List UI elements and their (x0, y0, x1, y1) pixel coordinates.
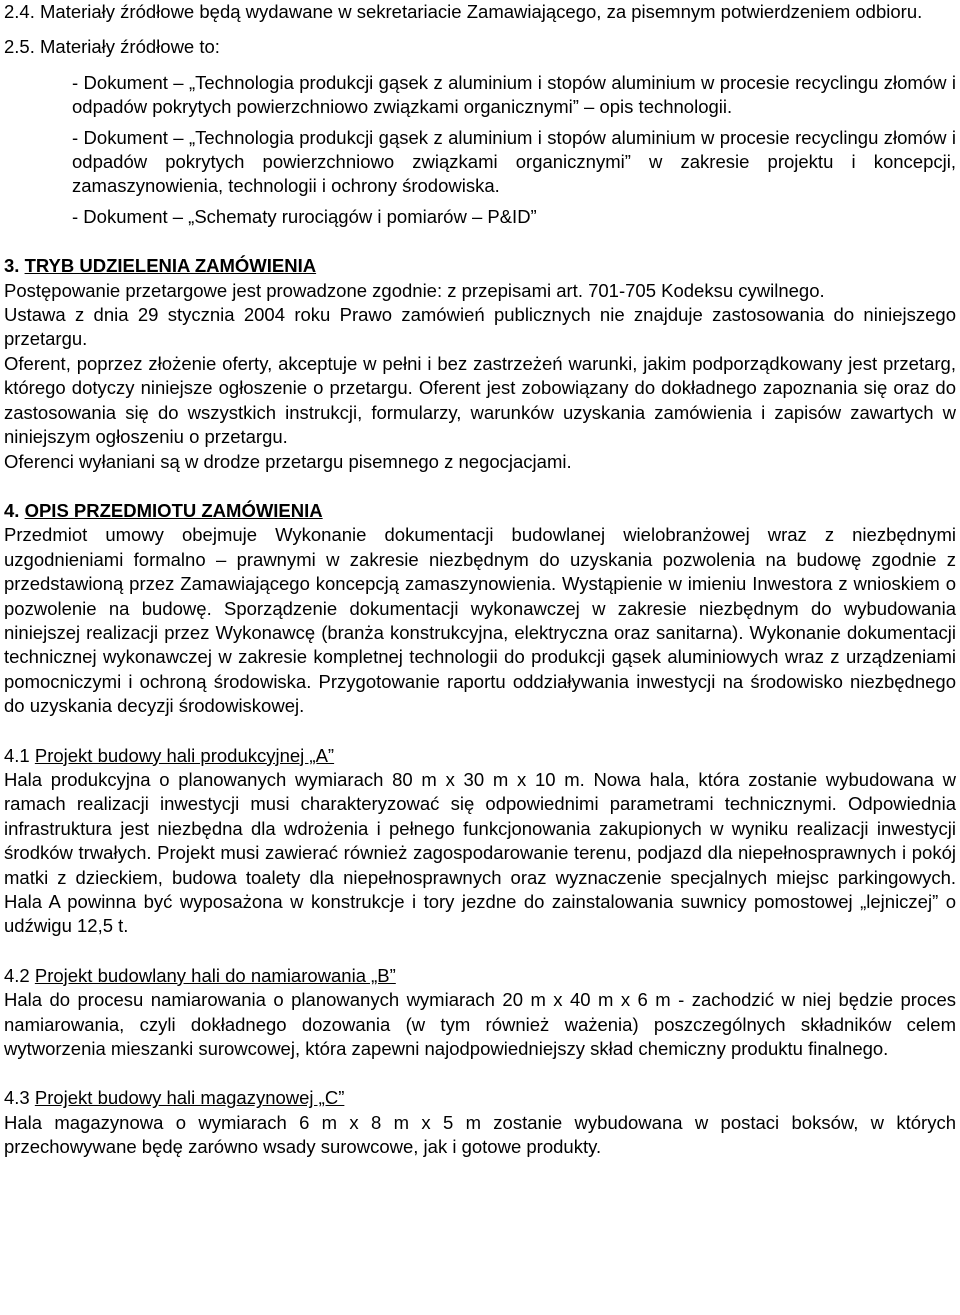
subsection-4-3-number: 4.3 (4, 1087, 30, 1109)
section-4-heading (4, 499, 956, 523)
subsection-4-2-body: Hala do procesu namiarowania o planowanych wymiarach 20 m x 40 m x 6 m - zachodzić w niej będzie proces namiarowania, czyli dokładnego dozowania (w tym również ważenia) poszczególnych składników celem wytworzenia mieszanki surowcowej, która zapewni najodpowiedniejszy skład chemiczny produktu finalnego. (4, 989, 956, 1060)
section-4-number: 4. (4, 499, 20, 521)
subsection-4-1-heading (4, 744, 956, 768)
paragraph-2-5: 2.5. Materiały źródłowe to: (4, 36, 220, 58)
section-4-title: OPIS PRZEDMIOTU ZAMÓWIENIA (24, 499, 323, 521)
section-3-heading (4, 254, 956, 278)
source-document-item-1: - Dokument – „Technologia produkcji gąsek z aluminium i stopów aluminium w procesie recyclingu złomów i odpadów pokrytych powierzchniowo związkami organicznymi” – opis technologii. (72, 71, 956, 118)
subsection-4-2-number: 4.2 (4, 964, 30, 986)
section-3-title: TRYB UDZIELENIA ZAMÓWIENIA (24, 255, 317, 277)
section-3-paragraph-2: Ustawa z dnia 29 stycznia 2004 roku Prawo zamówień publicznych nie znajduje zastosowania do niniejszego przetargu. (4, 304, 956, 350)
section-3-paragraph-1: Postępowanie przetargowe jest prowadzone zgodnie: z przepisami art. 701-705 Kodeksu cywilnego. (4, 279, 825, 301)
source-document-item-2: - Dokument – „Technologia produkcji gąsek z aluminium i stopów aluminium w procesie recyclingu złomów i odpadów pokrytych powierzchniowo związkami organicznymi” w zakresie projektu i koncepcji, zamaszynowienia, technologii i ochrony środowiska. (72, 126, 956, 197)
subsection-4-1-number: 4.1 (4, 744, 30, 766)
section-3-paragraph-3: Oferent, poprzez złożenie oferty, akceptuje w pełni i bez zastrzeżeń warunki, jakim podporządkowany jest przetarg, którego dotyczy niniejsze ogłoszenie o przetargu. Oferent jest zobowiązany do dokładnego zapoznania się oraz do zastosowania się do wszystkich instrukcji, formularzy, warunków uzyskania zamówienia i zapisów zawartych w niniejszym ogłoszeniu o przetargu. (4, 352, 956, 448)
section-4-paragraph-1: Przedmiot umowy obejmuje Wykonanie dokumentacji budowlanej wielobranżowej wraz z niezbędnymi uzgodnieniami formalno – prawnymi w zakresie niezbędnym do uzyskania pozwolenia na budowę zgodnie z przedstawioną przez Zamawiającego koncepcją zamaszynowienia. Wystąpienie w imieniu Inwestora z wnioskiem o pozwolenie na budowę. Sporządzenie dokumentacji wykonawczej w zakresie niezbędnym do wybudowania niniejszej realizacji przez Wykonawcę (branża konstrukcyjna, elektryczna oraz sanitarna). Wykonanie dokumentacji technicznej wykonawczej w zakresie kompletnej technologii do produkcji gąsek aluminiowych wraz z urządzeniami pomocniczymi i ochroną środowiska. Przygotowanie raportu oddziaływania inwestycji na środowisko niezbędnego do uzyskania decyzji środowiskowej. (4, 524, 956, 717)
source-document-item-3: - Dokument – „Schematy rurociągów i pomiarów – P&ID” (72, 205, 537, 227)
paragraph-2-4: 2.4. Materiały źródłowe będą wydawane w sekretariacie Zamawiającego, za pisemnym potwierdzeniem odbioru. (4, 1, 923, 22)
subsection-4-3-body: Hala magazynowa o wymiarach 6 m x 8 m x 5 m zostanie wybudowana w postaci boksów, w których przechowywane będę zarówno wsady surowcowe, jak i gotowe produkty. (4, 1111, 956, 1158)
subsection-4-2-heading (4, 964, 956, 988)
subsection-4-1-title: Projekt budowy hali produkcyjnej „A” (34, 744, 335, 766)
subsection-4-3-heading (4, 1086, 956, 1110)
section-3-paragraph-4: Oferenci wyłaniani są w drodze przetargu pisemnego z negocjacjami. (4, 450, 572, 472)
subsection-4-1-body: Hala produkcyjna o planowanych wymiarach 80 m x 30 m x 10 m. Nowa hala, która zostanie wybudowana w ramach realizacji inwestycji musi charakteryzować się odpowiednimi parametrami technicznymi. Odpowiednia infrastruktura jest niezbędna dla wdrożenia i pełnego funkcjonowania zakupionych w wyniku realizacji inwestycji środków trwałych. Projekt musi zawierać również zagospodarowanie terenu, podjazd dla niepełnosprawnych i pokój matki z dzieckiem, budowa toalety dla niepełnosprawnych oraz wyznaczenie specjalnych miejsc parkingowych. Hala A powinna być wyposażona w konstrukcje i tory jezdne do zainstalowania suwnicy pomostowej „lejniczej” o udźwigu 12,5 t. (4, 768, 956, 937)
section-3-number: 3. (4, 255, 20, 277)
subsection-4-3-title: Projekt budowy hali magazynowej „C” (34, 1087, 345, 1109)
subsection-4-2-title: Projekt budowlany hali do namiarowania „B” (34, 964, 396, 986)
